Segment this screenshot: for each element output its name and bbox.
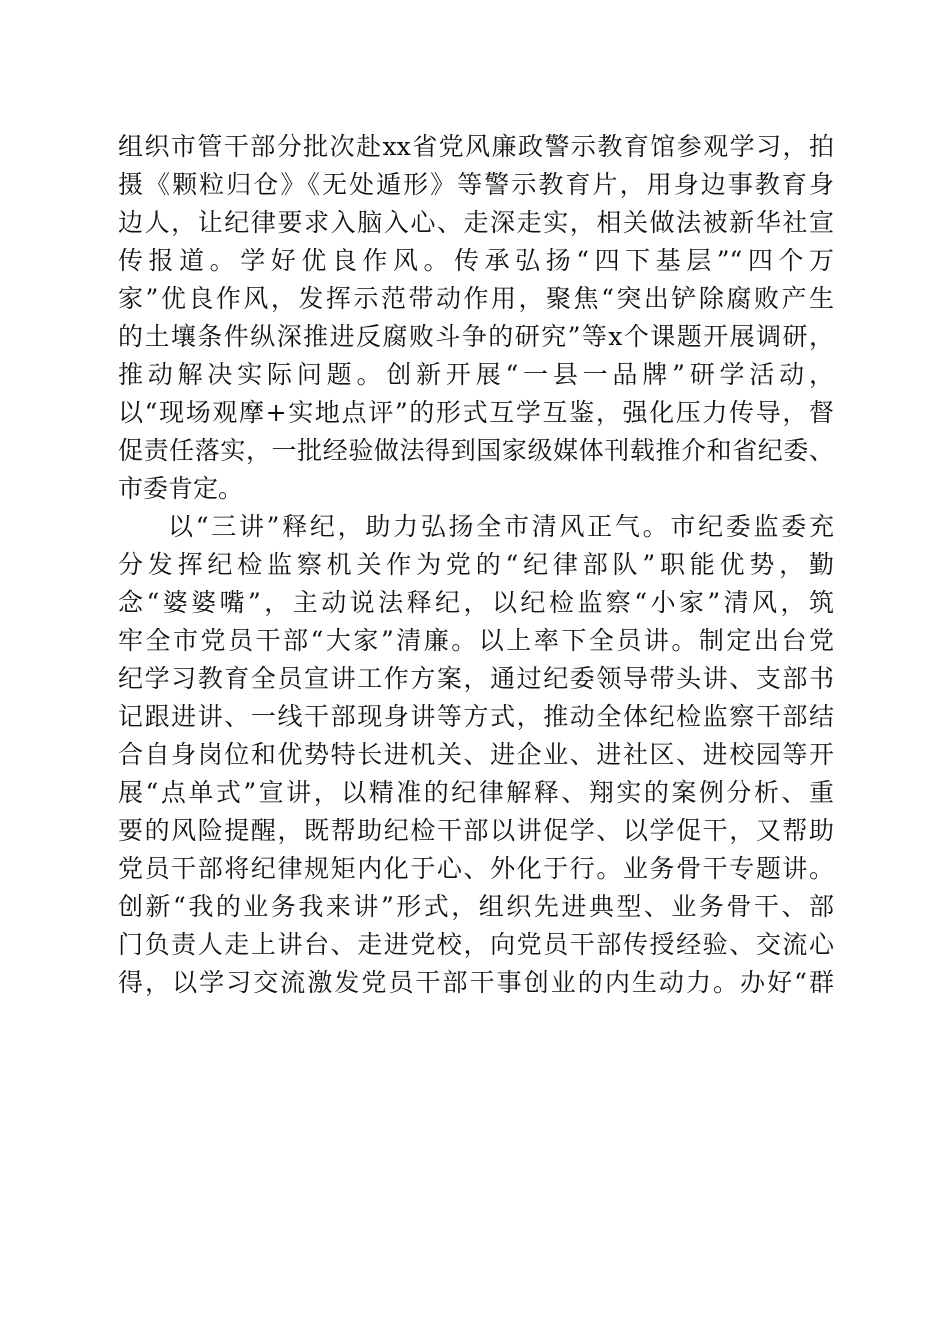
text-line: 记跟进讲、一线干部现身讲等方式，推动全体纪检监察干部结 (118, 702, 834, 731)
text-line: 创新“我的业务我来讲”形式，组织先进典型、业务骨干、部 (118, 892, 834, 921)
text-line: 组织市管干部分批次赴xx省党风廉政警示教育馆参观学习，拍 (118, 132, 834, 161)
paragraph-1 (118, 128, 834, 508)
text-line: 摄《颗粒归仓》《无处遁形》等警示教育片，用身边事教育身 (118, 170, 834, 199)
text-line: 党员干部将纪律规矩内化于心、外化于行。业务骨干专题讲。 (118, 854, 834, 883)
text-line: 门负责人走上讲台、走进党校，向党员干部传授经验、交流心 (118, 930, 834, 959)
text-line: 展“点单式”宣讲，以精准的纪律解释、翔实的案例分析、重 (118, 778, 834, 807)
text-line: 念“婆婆嘴”，主动说法释纪，以纪检监察“小家”清风，筑 (118, 588, 834, 617)
text-line: 要的风险提醒，既帮助纪检干部以讲促学、以学促干，又帮助 (118, 816, 834, 845)
text-line: 边人，让纪律要求入脑入心、走深走实，相关做法被新华社宣 (118, 208, 834, 237)
text-line: 传报道。学好优良作风。传承弘扬“四下基层”“四个万 (118, 246, 834, 275)
text-line: 以“现场观摩+实地点评”的形式互学互鉴，强化压力传导，督 (118, 398, 834, 427)
text-line: 得，以学习交流激发党员干部干事创业的内生动力。办好“群 (118, 968, 834, 997)
text-line: 以“三讲”释纪，助力弘扬全市清风正气。市纪委监委充 (168, 512, 834, 541)
text-line: 市委肯定。 (118, 474, 244, 503)
text-line: 推动解决实际问题。创新开展“一县一品牌”研学活动， (118, 360, 834, 389)
text-line: 合自身岗位和优势特长进机关、进企业、进社区、进校园等开 (118, 740, 834, 769)
paragraph-2 (118, 508, 834, 1002)
text-line: 家”优良作风，发挥示范带动作用，聚焦“突出铲除腐败产生 (118, 284, 834, 313)
text-line: 分发挥纪检监察机关作为党的“纪律部队”职能优势，勤 (118, 550, 834, 579)
text-line: 的土壤条件纵深推进反腐败斗争的研究”等x个课题开展调研， (118, 322, 834, 351)
text-line: 纪学习教育全员宣讲工作方案，通过纪委领导带头讲、支部书 (118, 664, 834, 693)
text-line: 牢全市党员干部“大家”清廉。以上率下全员讲。制定出台党 (118, 626, 834, 655)
document-body (118, 128, 834, 1002)
text-line: 促责任落实，一批经验做法得到国家级媒体刊载推介和省纪委、 (118, 436, 834, 465)
